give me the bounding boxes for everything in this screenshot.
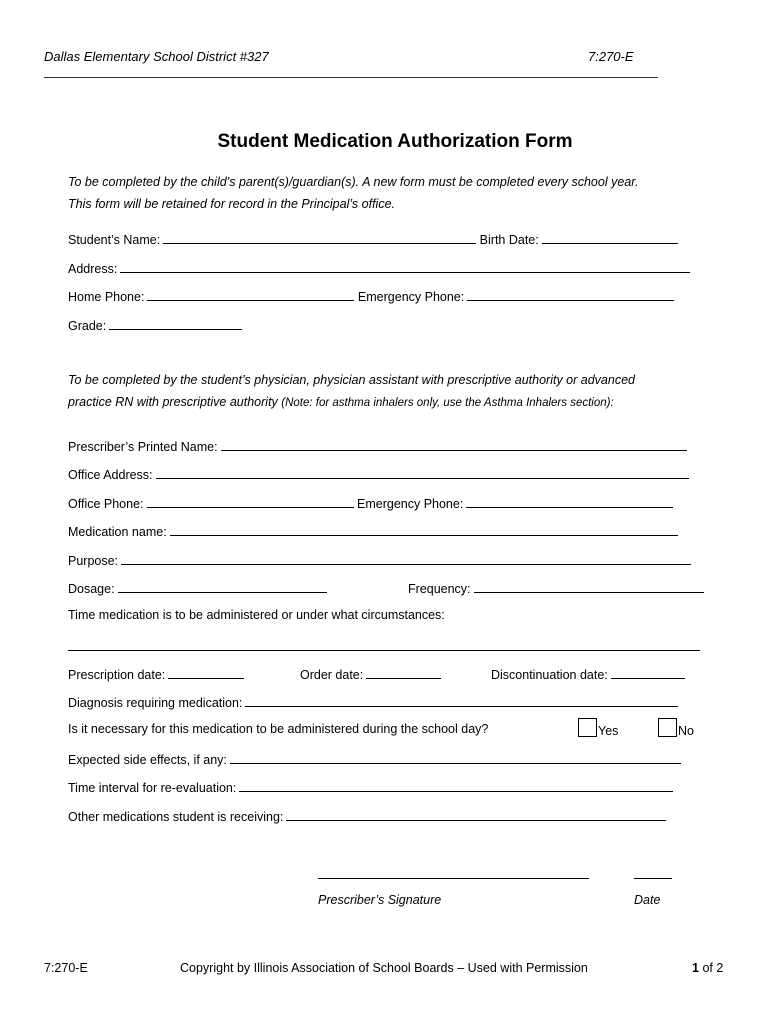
grade-field[interactable] bbox=[109, 317, 242, 330]
prescription-date-field[interactable] bbox=[168, 666, 244, 679]
page-current: 1 bbox=[692, 961, 699, 975]
student-name-label: Student’s Name: bbox=[68, 233, 161, 247]
office-phone-field[interactable] bbox=[147, 495, 354, 508]
signature-field[interactable] bbox=[318, 866, 589, 879]
diagnosis-field[interactable] bbox=[245, 694, 678, 707]
purpose-row bbox=[68, 552, 691, 568]
medication-name-field[interactable] bbox=[170, 523, 678, 536]
discontinuation-date-field[interactable] bbox=[611, 666, 685, 679]
student-name-field[interactable] bbox=[163, 231, 476, 244]
side-effects-label: Expected side effects, if any: bbox=[68, 753, 227, 767]
asthma-note: (Note: for asthma inhalers only, use the Asthma Inhalers section): bbox=[281, 397, 614, 409]
diagnosis-row bbox=[68, 694, 678, 710]
dosage-field[interactable] bbox=[118, 580, 327, 593]
parent-emergency-phone-label: Emergency Phone: bbox=[357, 290, 465, 304]
time-label: Time medication is to be administered or under what circumstances: bbox=[68, 608, 445, 622]
yes-label: Yes bbox=[598, 724, 619, 738]
frequency-label-wrap bbox=[408, 580, 704, 596]
phone-row bbox=[68, 288, 674, 304]
prescription-date-label: Prescription date: bbox=[68, 668, 166, 682]
side-effects-row bbox=[68, 751, 681, 767]
dosage-label: Dosage: bbox=[68, 582, 115, 596]
reevaluation-row bbox=[68, 779, 673, 795]
reevaluation-field[interactable] bbox=[239, 779, 673, 792]
reevaluation-label: Time interval for re-evaluation: bbox=[68, 781, 237, 795]
order-date-field[interactable] bbox=[366, 666, 441, 679]
district-name: Dallas Elementary School District #327 bbox=[44, 49, 269, 64]
prescriber-name-label: Prescriber’s Printed Name: bbox=[68, 440, 218, 454]
student-name-row bbox=[68, 231, 678, 247]
other-medications-field[interactable] bbox=[286, 808, 666, 821]
home-phone-field[interactable] bbox=[147, 288, 354, 301]
medication-name-label: Medication name: bbox=[68, 525, 167, 539]
prescriber-name-row bbox=[68, 438, 687, 454]
office-address-label: Office Address: bbox=[68, 468, 153, 482]
purpose-field[interactable] bbox=[121, 552, 691, 565]
grade-row bbox=[68, 317, 242, 333]
address-label: Address: bbox=[68, 262, 118, 276]
physician-instructions-line1: To be completed by the student’s physician, physician assistant with prescriptive authority or advanced bbox=[68, 373, 635, 387]
policy-code: 7:270-E bbox=[588, 49, 634, 64]
medication-name-row bbox=[68, 523, 678, 539]
footer-copyright: Copyright by Illinois Association of School Boards – Used with Permission bbox=[180, 961, 588, 975]
no-label: No bbox=[678, 724, 694, 738]
signature-label: Prescriber’s Signature bbox=[318, 893, 442, 907]
discontinuation-date-label: Discontinuation date: bbox=[491, 668, 608, 682]
office-phone-row bbox=[68, 495, 673, 511]
physician-instructions-line2 bbox=[68, 395, 614, 409]
home-phone-label: Home Phone: bbox=[68, 290, 145, 304]
signature-date-field[interactable] bbox=[634, 866, 672, 879]
office-phone-label: Office Phone: bbox=[68, 497, 144, 511]
signature-date-label: Date bbox=[634, 893, 661, 907]
header-divider bbox=[44, 77, 658, 78]
yes-option[interactable] bbox=[578, 718, 618, 738]
physician-instructions-main: practice RN with prescriptive authority bbox=[68, 395, 278, 409]
purpose-label: Purpose: bbox=[68, 554, 119, 568]
no-checkbox[interactable] bbox=[658, 718, 677, 737]
order-date-label: Order date: bbox=[300, 668, 364, 682]
grade-label: Grade: bbox=[68, 319, 107, 333]
page-title: Student Medication Authorization Form bbox=[217, 131, 573, 152]
prescription-date-wrap bbox=[68, 666, 244, 682]
order-date-wrap bbox=[300, 666, 441, 682]
birth-date-label: Birth Date: bbox=[479, 233, 539, 247]
parent-emergency-phone-field[interactable] bbox=[467, 288, 674, 301]
frequency-label: Frequency: bbox=[408, 582, 471, 596]
address-row bbox=[68, 260, 690, 276]
frequency-field[interactable] bbox=[474, 580, 704, 593]
address-field[interactable] bbox=[120, 260, 690, 273]
page-number bbox=[692, 961, 723, 975]
yes-checkbox[interactable] bbox=[578, 718, 597, 737]
page-total: of 2 bbox=[702, 961, 724, 975]
parent-instructions-line2: This form will be retained for record in the Principal’s office. bbox=[68, 197, 395, 211]
other-medications-row bbox=[68, 808, 666, 824]
physician-emergency-phone-field[interactable] bbox=[466, 495, 673, 508]
birth-date-field[interactable] bbox=[542, 231, 678, 244]
no-option[interactable] bbox=[658, 718, 694, 738]
physician-emergency-phone-label: Emergency Phone: bbox=[357, 497, 464, 511]
office-address-row bbox=[68, 466, 689, 482]
discontinuation-date-wrap bbox=[491, 666, 685, 682]
dosage-label-wrap bbox=[68, 580, 327, 596]
school-day-question: Is it necessary for this medication to be administered during the school day? bbox=[68, 722, 489, 736]
parent-instructions-line1: To be completed by the child’s parent(s)/guardian(s). A new form must be completed every school year. bbox=[68, 175, 639, 189]
office-address-field[interactable] bbox=[156, 466, 689, 479]
side-effects-field[interactable] bbox=[230, 751, 681, 764]
other-medications-label: Other medications student is receiving: bbox=[68, 810, 284, 824]
diagnosis-label: Diagnosis requiring medication: bbox=[68, 696, 243, 710]
prescriber-name-field[interactable] bbox=[221, 438, 687, 451]
footer-code: 7:270-E bbox=[44, 961, 88, 975]
time-field[interactable] bbox=[68, 638, 700, 651]
